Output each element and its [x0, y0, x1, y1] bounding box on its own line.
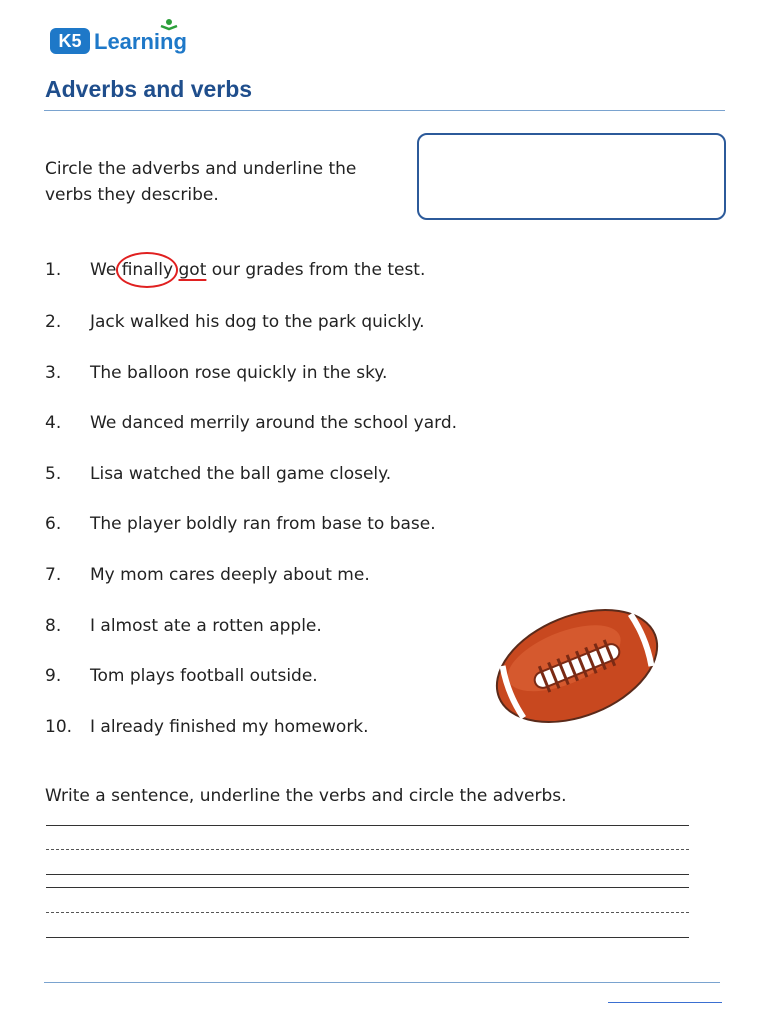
question-text: The player boldly ran from base to base. — [90, 514, 436, 534]
footer-divider — [44, 982, 720, 983]
title-divider — [44, 110, 725, 111]
question-item — [45, 512, 436, 536]
logo-figure-head — [166, 19, 172, 25]
question-number: 4. — [45, 413, 62, 433]
writing-line — [46, 887, 689, 888]
question-item — [45, 361, 387, 385]
question-number: 1. — [45, 260, 62, 280]
writing-guide-line — [46, 912, 689, 913]
question-number: 7. — [45, 565, 62, 585]
footer-link[interactable] — [608, 1002, 722, 1003]
question-text: We danced merrily around the school yard. — [90, 413, 458, 433]
question-item — [45, 664, 318, 688]
writing-line — [46, 937, 689, 938]
example-adverb — [122, 258, 173, 282]
answer-box — [417, 133, 726, 220]
question-text: I already finished my homework. — [90, 717, 369, 737]
example-verb: got — [178, 260, 207, 280]
question-number: 5. — [45, 464, 62, 484]
question-number: 3. — [45, 363, 62, 383]
question-text: I almost ate a rotten apple. — [90, 616, 322, 636]
writing-line — [46, 825, 689, 826]
question-item — [45, 462, 391, 486]
example-text-after: our grades from the test. — [206, 260, 426, 280]
question-text: Lisa watched the ball game closely. — [90, 464, 392, 484]
page-title: Adverbs and verbs — [45, 76, 253, 102]
question-item — [45, 411, 457, 435]
football-illustration — [488, 598, 666, 734]
k5-learning-logo — [48, 16, 218, 60]
question-number: 10. — [45, 717, 73, 737]
question-number: 8. — [45, 616, 62, 636]
question-number: 6. — [45, 514, 62, 534]
example-text-before: We — [90, 260, 122, 280]
question-item — [45, 715, 369, 739]
question-text: The balloon rose quickly in the sky. — [90, 363, 388, 383]
adverb-circle-mark — [116, 252, 178, 288]
logo-mark: K5 — [58, 31, 82, 51]
example-adverb-text: finally — [121, 260, 174, 280]
question-number: 2. — [45, 312, 62, 332]
question-text: Tom plays football outside. — [90, 666, 318, 686]
question-item — [45, 614, 322, 638]
instructions: Circle the adverbs and underline the verbs they describe. — [45, 159, 357, 205]
question-item — [45, 258, 425, 282]
question-number: 9. — [45, 666, 62, 686]
writing-guide-line — [46, 849, 689, 850]
question-item — [45, 563, 370, 587]
logo-word: Learning — [94, 29, 187, 54]
question-text: My mom cares deeply about me. — [90, 565, 370, 585]
write-prompt: Write a sentence, underline the verbs and circle the adverbs. — [45, 786, 567, 806]
question-item — [45, 310, 425, 334]
question-text: Jack walked his dog to the park quickly. — [90, 312, 425, 332]
writing-line — [46, 874, 689, 875]
